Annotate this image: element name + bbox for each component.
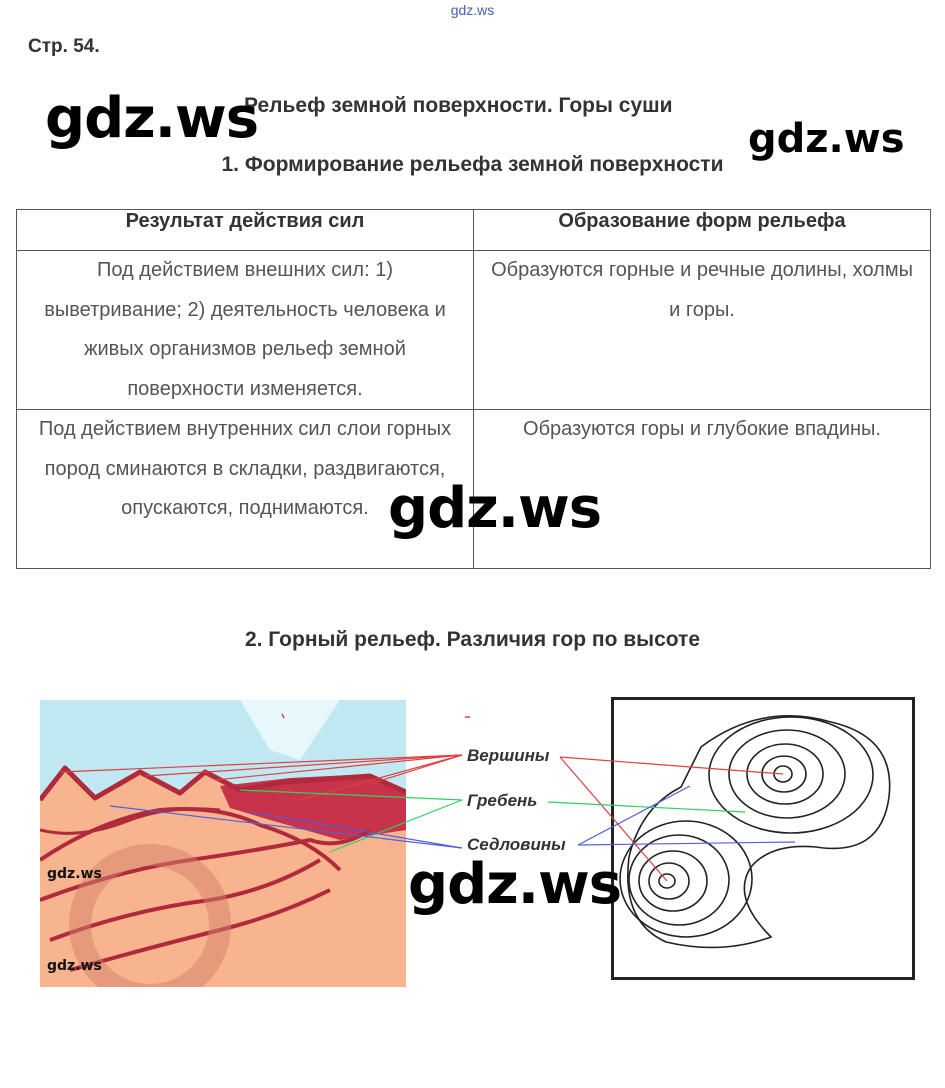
peaks-connector-line bbox=[560, 757, 783, 774]
table-cell: Под действием внешних сил: 1) выветривание; 2) деятельность человека и живых организмов рельеф земной поверхности изменяется. bbox=[17, 251, 474, 410]
column-header-result: Результат действия сил bbox=[17, 210, 474, 251]
label-ridge: Гребень bbox=[467, 791, 538, 810]
small-watermark: gdz.ws bbox=[47, 958, 102, 974]
top-watermark: gdz.ws bbox=[450, 2, 495, 18]
watermark: gdz.ws bbox=[45, 86, 259, 151]
table-cell: Под действием внутренних сил слои горных пород сминаются в складки, раздвигаются, опускаются, поднимаются. bbox=[17, 410, 474, 569]
section-2-heading: 2. Горный рельеф. Различия гор по высоте bbox=[244, 628, 701, 651]
table-cell: Образуются горные и речные долины, холмы и горы. bbox=[474, 251, 931, 410]
column-header-landforms: Образование форм рельефа bbox=[474, 210, 931, 251]
ridge-connector-line bbox=[548, 802, 745, 812]
peaks-connector-line bbox=[145, 755, 462, 776]
table-cell: Образуются горы и глубокие впадины. bbox=[474, 410, 931, 569]
small-watermark: gdz.ws bbox=[47, 866, 102, 882]
section-1-heading: 1. Формирование рельефа земной поверхности bbox=[221, 153, 724, 176]
saddles-connector-line bbox=[578, 842, 795, 845]
saddles-connector-line bbox=[110, 806, 462, 848]
saddles-connector-line bbox=[250, 812, 462, 848]
peaks-connector-line bbox=[60, 755, 462, 772]
saddles-connector-line bbox=[578, 786, 690, 845]
label-peaks: Вершины bbox=[467, 746, 550, 765]
page-title: Рельеф земной поверхности. Горы суши bbox=[244, 94, 673, 117]
watermark: gdz.ws bbox=[388, 476, 602, 541]
ridge-connector-line bbox=[240, 790, 462, 800]
page-reference: Стр. 54. bbox=[28, 36, 100, 57]
label-saddles: Седловины bbox=[467, 835, 566, 854]
peaks-connector-line bbox=[215, 755, 462, 780]
watermark: gdz.ws bbox=[748, 116, 905, 162]
watermark: gdz.ws bbox=[408, 852, 622, 917]
